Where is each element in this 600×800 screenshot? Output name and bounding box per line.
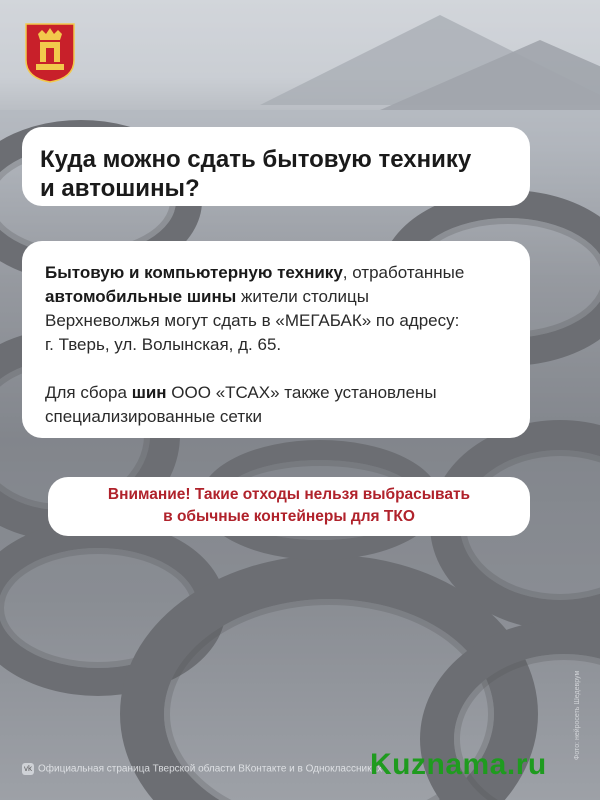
- warning-card: [48, 477, 530, 536]
- info-card: [22, 241, 530, 438]
- info-bold-text: шин: [131, 383, 167, 402]
- info-bold-text: автомобильные шины: [45, 287, 237, 306]
- info-text-line: специализированные сетки: [45, 407, 263, 426]
- address-text: г. Тверь, ул. Волынская, д. 65.: [45, 335, 282, 354]
- footer-text: Официальная страница Тверской области ВКонтакте и в Одноклассниках: [38, 763, 383, 775]
- tver-region-coat-of-arms-icon: [24, 22, 76, 84]
- warning-text-line-2: в обычные контейнеры для ТКО: [163, 508, 415, 525]
- info-text: жители столицы: [236, 287, 370, 306]
- info-text-line: [45, 285, 530, 309]
- vk-icon: vk: [24, 764, 32, 773]
- site-watermark: Kuznama.ru: [370, 748, 547, 781]
- photo-credit: Фото: нейросеть Шедеврум: [574, 670, 581, 760]
- info-text-line: Верхневолжья могут сдать в «МЕГАБАК» по адресу:: [45, 311, 460, 330]
- footer: [22, 763, 382, 775]
- info-bold-text: Бытовую и компьютерную технику: [45, 263, 343, 282]
- info-text: , отработанные: [342, 263, 465, 282]
- info-text: ООО «ТСАХ» также установлены: [166, 383, 437, 402]
- info-text: Для сбора: [45, 383, 132, 402]
- page-title-line-1: Куда можно сдать бытовую технику: [40, 146, 472, 173]
- paragraph-gap: [45, 357, 530, 381]
- page-title-line-2: и автошины?: [40, 175, 200, 202]
- info-text-line: [45, 261, 530, 285]
- title-card: [22, 127, 530, 206]
- info-text-line: [45, 381, 530, 405]
- warning-text-line-1: Внимание! Такие отходы нельзя выбрасывать: [107, 486, 471, 503]
